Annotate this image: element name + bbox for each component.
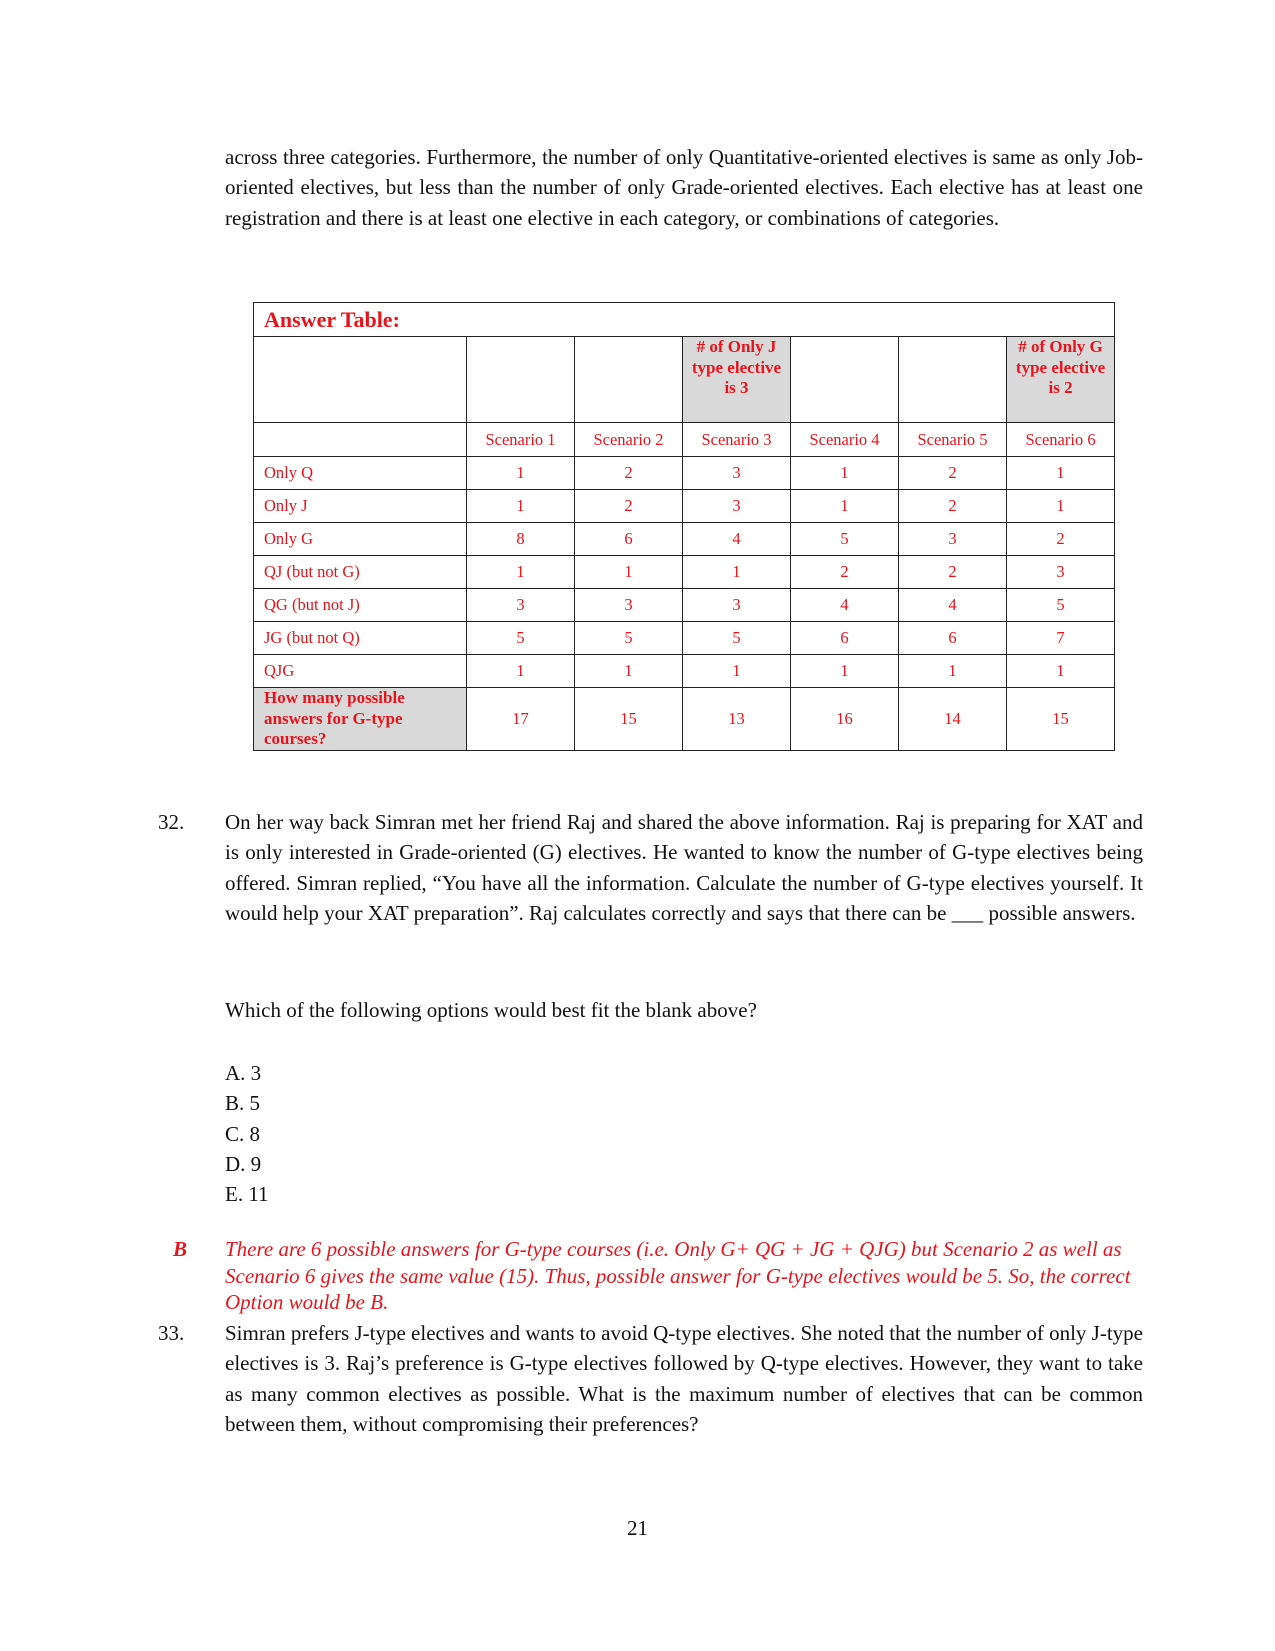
note-cell [899, 337, 1007, 423]
table-cell: 3 [683, 589, 791, 622]
table-cell: 6 [791, 622, 899, 655]
table-row [254, 457, 1115, 490]
table-cell: 2 [575, 457, 683, 490]
table-row [254, 523, 1115, 556]
note-cell-scenario-6: # of Only G type elective is 2 [1007, 337, 1115, 423]
table-cell: 6 [899, 622, 1007, 655]
table-cell: 5 [1007, 589, 1115, 622]
row-label: JG (but not Q) [254, 622, 467, 655]
total-row-label: How many possible answers for G-type courses? [254, 688, 467, 751]
answer-table-title: Answer Table: [254, 303, 1115, 337]
table-cell: 2 [575, 490, 683, 523]
table-cell: 4 [899, 589, 1007, 622]
table-cell: 15 [575, 688, 683, 751]
note-cell [791, 337, 899, 423]
table-cell: 17 [467, 688, 575, 751]
table-header-row [254, 423, 1115, 457]
table-cell: 5 [467, 622, 575, 655]
table-cell: 1 [1007, 457, 1115, 490]
intro-paragraph: across three categories. Furthermore, the number of only Quantitative-oriented electives is same as only Job-oriented electives, but less than the number of only Grade-oriented electives. Each elective has at least one registration and there is at least one elective in each category, or combinations of categories. [225, 145, 1143, 230]
row-label: QG (but not J) [254, 589, 467, 622]
table-cell: 1 [575, 556, 683, 589]
answer-key: B [173, 1237, 188, 1261]
note-cell-scenario-3: # of Only J type elective is 3 [683, 337, 791, 423]
row-label: Only J [254, 490, 467, 523]
option-c: C. 8 [225, 1121, 261, 1146]
table-cell: 5 [683, 622, 791, 655]
table-cell: 1 [791, 655, 899, 688]
table-cell: 15 [1007, 688, 1115, 751]
table-cell: 3 [683, 457, 791, 490]
table-row [254, 556, 1115, 589]
question-33-text: Simran prefers J-type electives and wants to avoid Q-type electives. She noted that the number of only J-type electives is 3. Raj’s preference is G-type electives followed by Q-type electives. However, they want to take as many common electives as possible. What is the maximum number of electives that can be common between them, without compromising their preferences? [225, 1321, 1143, 1437]
answer-table [253, 302, 1115, 751]
table-cell: 3 [467, 589, 575, 622]
table-row [254, 589, 1115, 622]
question-32-options [225, 1058, 269, 1209]
question-33-number: 33. [158, 1321, 185, 1345]
table-row [254, 622, 1115, 655]
table-cell: 1 [683, 655, 791, 688]
column-header: Scenario 3 [683, 423, 791, 457]
table-cell: 1 [467, 655, 575, 688]
table-cell: 2 [899, 490, 1007, 523]
table-cell: 1 [791, 490, 899, 523]
table-cell: 14 [899, 688, 1007, 751]
table-cell: 2 [899, 556, 1007, 589]
question-32-text: On her way back Simran met her friend Raj and shared the above information. Raj is preparing for XAT and is only interested in Grade-oriented (G) electives. He wanted to know the number of G-type electives being offered. Simran replied, “You have all the information. Calculate the number of G-type electives yourself. It would help your XAT preparation”. Raj calculates correctly and says that there can be ___ possible answers. [225, 810, 1143, 926]
option-b: B. 5 [225, 1091, 261, 1116]
table-cell: 1 [467, 556, 575, 589]
table-cell: 1 [467, 457, 575, 490]
table-cell: 3 [683, 490, 791, 523]
column-header: Scenario 6 [1007, 423, 1115, 457]
table-row [254, 655, 1115, 688]
table-cell: 7 [1007, 622, 1115, 655]
column-header: Scenario 2 [575, 423, 683, 457]
table-cell: 1 [683, 556, 791, 589]
table-cell: 5 [791, 523, 899, 556]
table-cell: 4 [683, 523, 791, 556]
table-cell: 2 [899, 457, 1007, 490]
table-row [254, 490, 1115, 523]
table-cell: 1 [1007, 655, 1115, 688]
row-label: QJG [254, 655, 467, 688]
question-32-number: 32. [158, 810, 185, 834]
option-a: A. 3 [225, 1061, 262, 1085]
table-note-row [254, 337, 1115, 423]
table-cell: 8 [467, 523, 575, 556]
table-cell: 3 [575, 589, 683, 622]
table-cell: 1 [467, 490, 575, 523]
option-d: D. 9 [225, 1151, 262, 1176]
row-label: Only Q [254, 457, 467, 490]
table-cell: 1 [791, 457, 899, 490]
option-e: E. 11 [225, 1182, 269, 1207]
table-cell: 3 [899, 523, 1007, 556]
table-cell: 13 [683, 688, 791, 751]
table-cell: 1 [899, 655, 1007, 688]
table-cell: 2 [1007, 523, 1115, 556]
table-cell: 2 [791, 556, 899, 589]
note-cell [575, 337, 683, 423]
table-cell: 3 [1007, 556, 1115, 589]
table-cell: 5 [575, 622, 683, 655]
row-label: Only G [254, 523, 467, 556]
question-32-prompt: Which of the following options would best fit the blank above? [225, 998, 757, 1022]
page-number: 21 [627, 1516, 648, 1540]
answer-explanation: There are 6 possible answers for G-type courses (i.e. Only G+ QG + JG + QJG) but Scenario 2 as well as Scenario 6 gives the same value (15). Thus, possible answer for G-type electives would be 5. So, the correct Option would be B. [225, 1237, 1131, 1314]
column-header: Scenario 4 [791, 423, 899, 457]
table-total-row [254, 688, 1115, 751]
column-header: Scenario 1 [467, 423, 575, 457]
table-cell: 6 [575, 523, 683, 556]
table-cell: 16 [791, 688, 899, 751]
table-cell: 1 [575, 655, 683, 688]
column-header: Scenario 5 [899, 423, 1007, 457]
table-cell: 1 [1007, 490, 1115, 523]
note-cell [467, 337, 575, 423]
row-label: QJ (but not G) [254, 556, 467, 589]
table-cell: 4 [791, 589, 899, 622]
